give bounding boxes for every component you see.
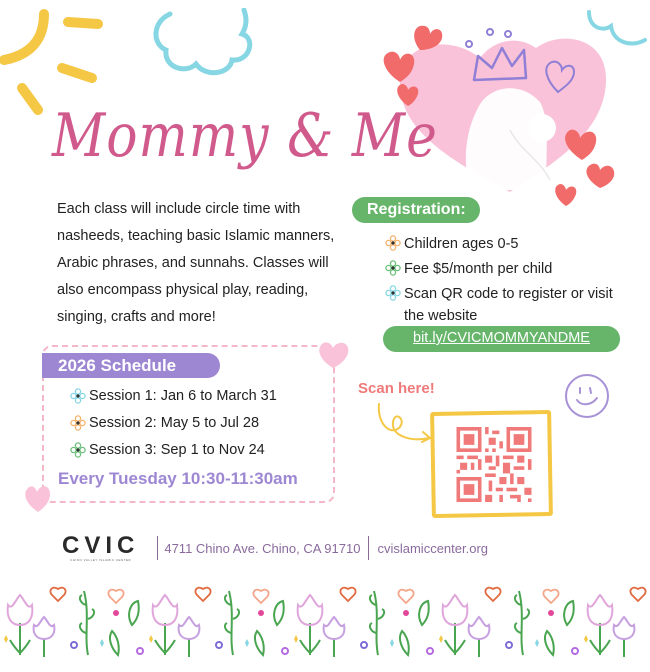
divider xyxy=(368,536,369,560)
registration-list xyxy=(385,230,635,327)
registration-item: Fee $5/month per child xyxy=(385,255,635,280)
flower-blue-icon xyxy=(70,388,86,404)
flower-green-icon xyxy=(70,442,86,458)
registration-item: Scan QR code to register or visit the website xyxy=(385,280,635,327)
cvic-logo: CVIC CHINO VALLEY ISLAMIC CENTER xyxy=(62,532,140,562)
registration-item: Children ages 0-5 xyxy=(385,230,635,255)
address: 4711 Chino Ave. Chino, CA 91710 xyxy=(164,540,361,556)
flower-orange-icon xyxy=(70,415,86,431)
heart-icon xyxy=(316,338,350,372)
floral-border xyxy=(0,585,650,660)
schedule-session: Session 1: Jan 6 to March 31 xyxy=(70,383,277,410)
flower-blue-icon xyxy=(385,285,401,301)
curly-arrow-icon xyxy=(375,402,435,452)
scan-label: Scan here! xyxy=(358,380,435,397)
website-link[interactable]: cvislamiccenter.org xyxy=(377,540,489,556)
smiley-icon xyxy=(563,372,611,420)
registration-link-button[interactable] xyxy=(383,326,620,352)
schedule-session: Session 2: May 5 to Jul 28 xyxy=(70,410,277,437)
footer xyxy=(62,532,488,564)
schedule-time: Every Tuesday 10:30-11:30am xyxy=(58,469,298,488)
schedule-heading: 2026 Schedule xyxy=(42,353,220,378)
qr-code[interactable] xyxy=(455,427,533,502)
registration-link[interactable]: bit.ly/CVICMOMMYANDME xyxy=(413,330,590,346)
divider xyxy=(157,536,158,560)
heart-icon xyxy=(22,480,52,514)
flower-green-icon xyxy=(385,260,401,276)
schedule-list xyxy=(70,383,277,464)
page-title: Mommy & Me xyxy=(52,102,438,171)
flower-orange-icon xyxy=(385,235,401,251)
cloud-icon xyxy=(150,8,260,83)
registration-heading: Registration: xyxy=(352,197,480,223)
class-description: Each class will include circle time with nasheeds, teaching basic Islamic manners, Arabic phrases, and sunnahs. Classes will also encompass physical play, reading, singing, crafts and more! xyxy=(57,201,335,325)
schedule-session: Session 3: Sep 1 to Nov 24 xyxy=(70,437,277,464)
